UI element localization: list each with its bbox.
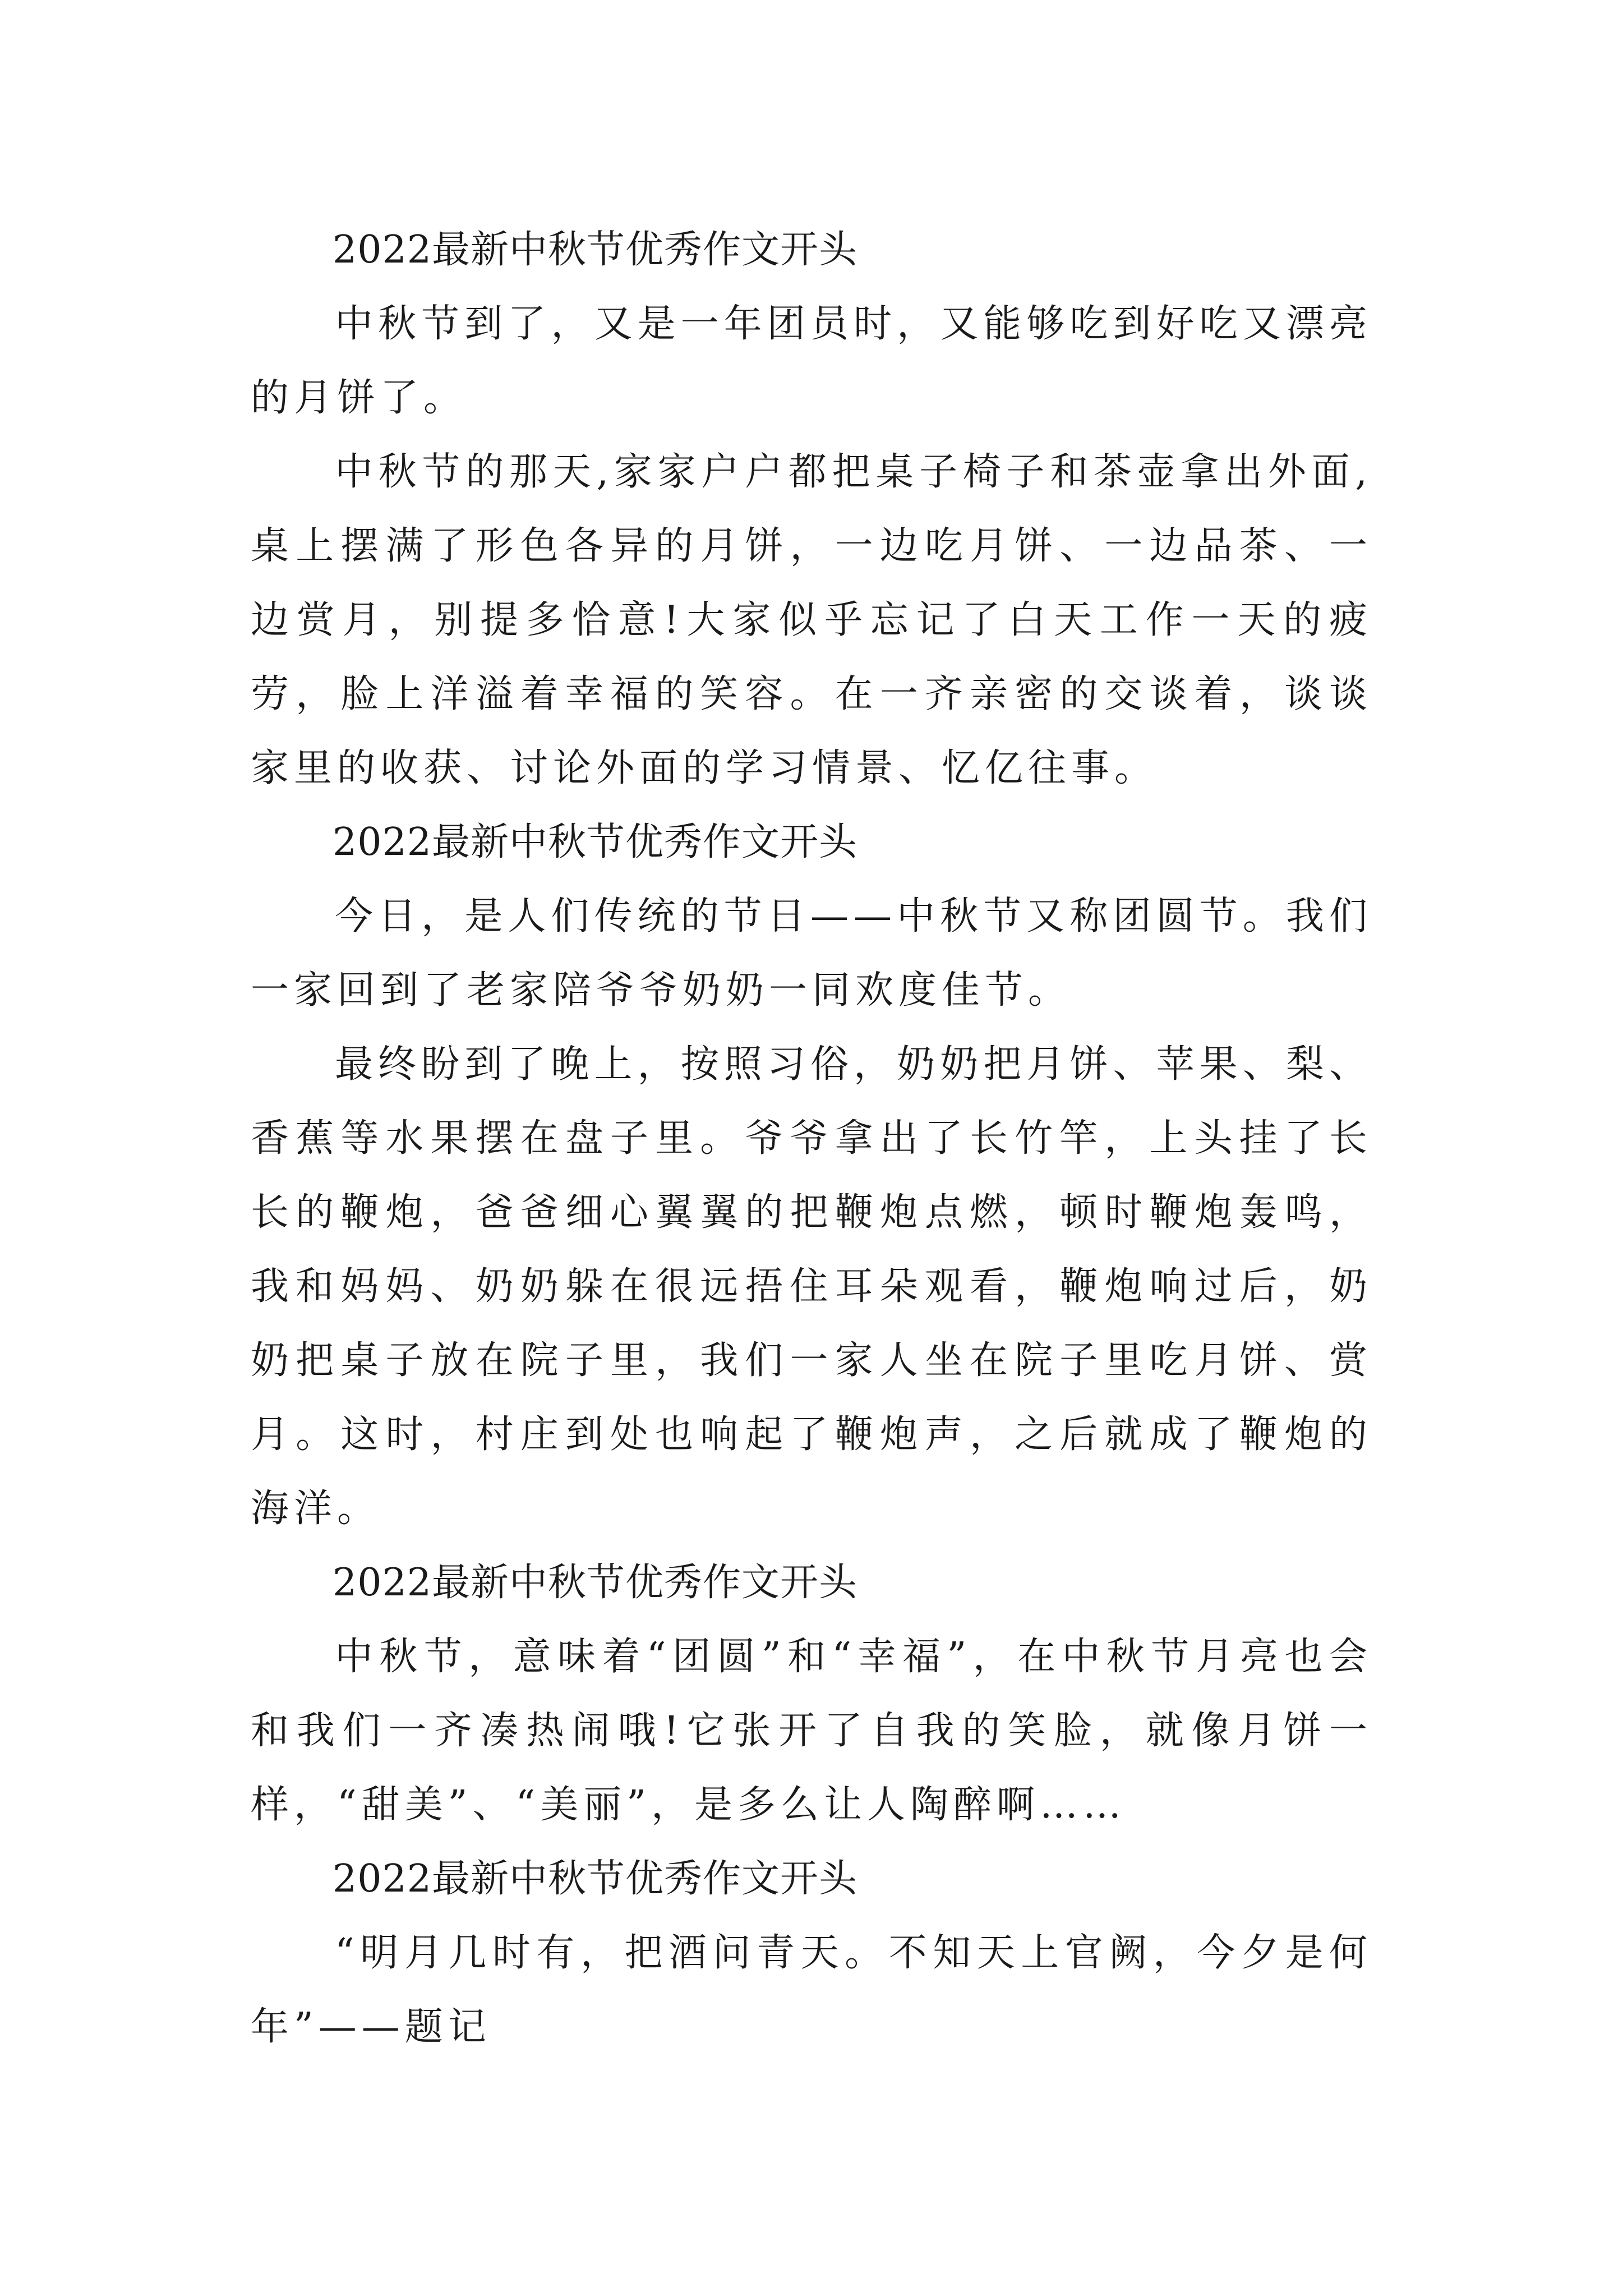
section-heading: 2022最新中秋节优秀作文开头 bbox=[333, 820, 858, 864]
paragraph: 最终盼到了晚上，按照习俗，奶奶把月饼、苹果、梨、香蕉等水果摆在盘子里。爷爷拿出了长竹竿，上头挂了长长的鞭炮，爸爸细心翼翼的把鞭炮点燃，顿时鞭炮轰鸣，我和妈妈、奶奶躲在很远捂住耳朵观看，鞭炮响过后，奶奶把桌子放在院子里，我们一家人坐在院子里吃月饼、赏月。这时，村庄到处也响起了鞭炮声，之后就成了鞭炮的海洋。 bbox=[251, 1042, 1372, 1531]
document-body bbox=[251, 213, 1372, 2064]
paragraph: 中秋节，意味着“团圆”和“幸福”，在中秋节月亮也会和我们一齐凑热闹哦!它张开了自我的笑脸，就像月饼一样，“甜美”、“美丽”，是多么让人陶醉啊…… bbox=[251, 1635, 1372, 1827]
section-heading: 2022最新中秋节优秀作文开头 bbox=[333, 228, 858, 272]
paragraph: 中秋节到了，又是一年团员时，又能够吃到好吃又漂亮的月饼了。 bbox=[251, 302, 1372, 420]
paragraph: 中秋节的那天,家家户户都把桌子椅子和茶壶拿出外面,桌上摆满了形色各异的月饼，一边吃月饼、一边品茶、一边赏月，别提多恰意!大家似乎忘记了白天工作一天的疲劳，脸上洋溢着幸福的笑容。在一齐亲密的交谈着，谈谈家里的收获、讨论外面的学习情景、忆亿往事。 bbox=[251, 450, 1372, 790]
section-heading: 2022最新中秋节优秀作文开头 bbox=[333, 1857, 858, 1901]
section-heading: 2022最新中秋节优秀作文开头 bbox=[333, 1561, 858, 1605]
paragraph: “明月几时有，把酒问青天。不知天上官阙，今夕是何年”——题记 bbox=[251, 1931, 1372, 2049]
paragraph: 今日，是人们传统的节日——中秋节又称团圆节。我们一家回到了老家陪爷爷奶奶一同欢度佳节。 bbox=[251, 894, 1372, 1013]
